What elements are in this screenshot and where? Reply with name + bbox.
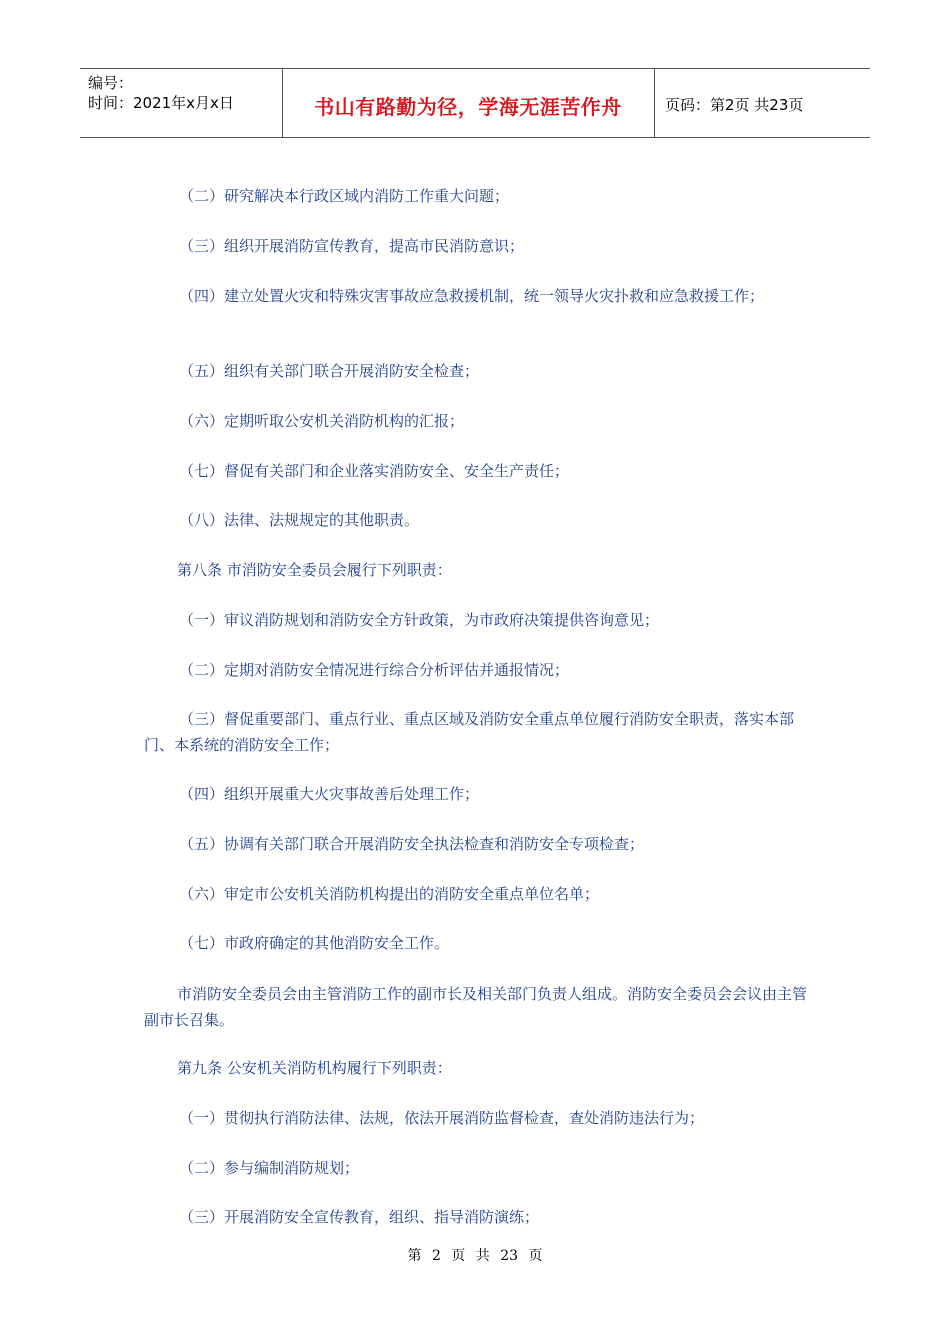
paragraph: （六）审定市公安机关消防机构提出的消防安全重点单位名单； bbox=[179, 885, 600, 903]
header-page-code: 页码：第2页 共23页 bbox=[665, 96, 804, 114]
paragraph: （二）研究解决本行政区域内消防工作重大问题； bbox=[179, 187, 510, 205]
paragraph: （三）组织开展消防宣传教育，提高市民消防意识； bbox=[179, 237, 525, 255]
paragraph: （一）审议消防规划和消防安全方针政策，为市政府决策提供咨询意见； bbox=[179, 611, 660, 629]
paragraph: （四）建立处置火灾和特殊灾害事故应急救援机制，统一领导火灾扑救和应急救援工作； bbox=[179, 287, 765, 305]
paragraph: （三）开展消防安全宣传教育，组织、指导消防演练； bbox=[179, 1208, 540, 1226]
article-heading: 第九条 公安机关消防机构履行下列职责： bbox=[177, 1059, 452, 1077]
document-number-label: 编号： bbox=[88, 74, 134, 92]
paragraph: （七）督促有关部门和企业落实消防安全、安全生产责任； bbox=[179, 462, 570, 480]
page-header bbox=[80, 68, 870, 138]
paragraph: （五）协调有关部门联合开展消防安全执法检查和消防安全专项检查； bbox=[179, 835, 645, 853]
paragraph: （八）法律、法规规定的其他职责。 bbox=[179, 511, 420, 529]
paragraph: 市消防安全委员会由主管消防工作的副市长及相关部门负责人组成。消防安全委员会会议由主管副市长召集。 bbox=[144, 985, 808, 1029]
header-page-cell bbox=[655, 69, 870, 137]
paragraph: （三）督促重要部门、重点行业、重点区域及消防安全重点单位履行消防安全职责，落实本部门、本系统的消防安全工作； bbox=[144, 710, 795, 754]
document-date-label: 时间：2021年x月x日 bbox=[88, 94, 234, 112]
paragraph: （七）市政府确定的其他消防安全工作。 bbox=[179, 934, 450, 952]
paragraph: （四）组织开展重大火灾事故善后处理工作； bbox=[179, 785, 480, 803]
paragraph: （六）定期听取公安机关消防机构的汇报； bbox=[179, 412, 465, 430]
page-footer: 第 2 页 共 23 页 bbox=[407, 1248, 543, 1264]
header-motto: 书山有路勤为径，学海无涯苦作舟 bbox=[314, 95, 622, 119]
paragraph: （二）定期对消防安全情况进行综合分析评估并通报情况； bbox=[179, 661, 570, 679]
header-motto-cell bbox=[282, 69, 655, 137]
header-meta-cell bbox=[80, 69, 283, 137]
paragraph: （二）参与编制消防规划； bbox=[179, 1159, 360, 1177]
paragraph: （五）组织有关部门联合开展消防安全检查； bbox=[179, 362, 480, 380]
paragraph: （一）贯彻执行消防法律、法规，依法开展消防监督检查，查处消防违法行为； bbox=[179, 1109, 705, 1127]
article-heading: 第八条 市消防安全委员会履行下列职责： bbox=[177, 561, 452, 579]
